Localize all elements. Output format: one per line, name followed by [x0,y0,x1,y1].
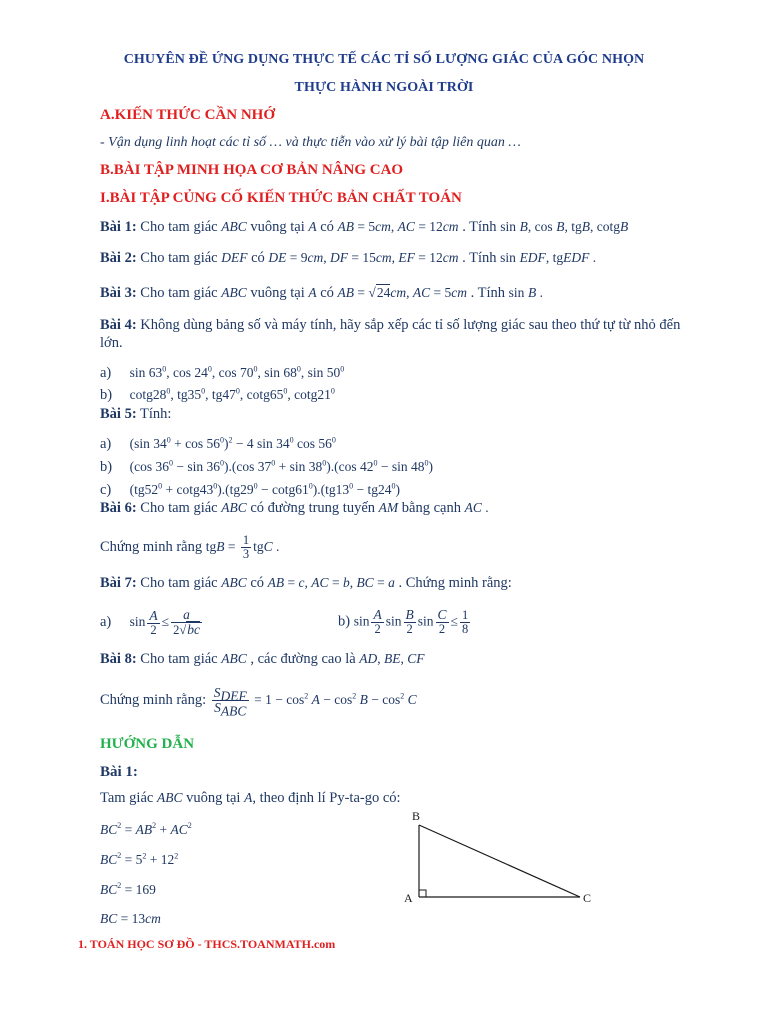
guide-exercise-1-intro: Tam giác ABC vuông tại A, theo định lí Py-ta-go có: [100,790,401,806]
page-number: 1. [78,937,87,951]
exercise-3-label: Bài 3: [100,285,137,301]
exercise-6: Bài 6: Cho tam giác ABC có đường trung tuyến AM bằng cạnh AC . [100,500,489,516]
exercise-4a: a) $\sin 63^0$, $\cos 24^0$, $\cos 70^0$, $\sin 68^0$, $\sin 50^0$ [100,364,345,381]
exercise-7: Bài 7: Cho tam giác ABC có AB = c, AC = b, BC = a . Chứng minh rằng: [100,575,512,591]
footer-text: TOÁN HỌC SƠ ĐỒ - THCS.TOANMATH.com [89,937,336,951]
exercise-1-label: Bài 1: [100,219,137,235]
exercise-4-cont: lớn. [100,335,123,351]
guide-step-4: BC = 13cm [100,911,161,926]
page-footer [78,937,335,952]
section-a-note: - Vận dụng linh hoạt các tỉ số … và thực tiễn vào xử lý bài tập liên quan … [100,135,521,150]
guide-step-1: $BC^2 = AB^2 + AC^2$ [100,821,192,837]
section-b-heading: B.BÀI TẬP MINH HỌA CƠ BẢN NÂNG CAO [100,162,404,178]
exercise-5c: c) $(tg52^0 + \cot g43^0).(tg29^0 - \cot g61^0).(tg13^0 - tg24^0)$ [100,481,400,498]
exercise-5b: b) (cos $36^0 - \sin 36^0).(\cos$ $37^0 + \sin 38^0).(\cos$ $42^0 - \sin 48^0$) [100,458,433,475]
exercise-1: Bài 1: Cho tam giác ABC vuông tại A có AB = 5cm, AC = 12cm . Tính sin B, cos B, tgB, cotgB [100,219,629,235]
guide-step-3: $BC^2 = 169$ [100,881,156,897]
exercise-4-label: Bài 4: [100,317,137,333]
section-a-heading: A.KIẾN THỨC CẦN NHỚ [100,107,276,123]
exercise-8-prove: Chứng minh rằng: $\frac{S_{DEF}}{S_{ABC}}$ = $1 - \cos^2 A - \cos^2 B - \cos^2 C$ [100,685,417,719]
vertex-c-label: C [583,891,592,905]
exercise-6-label: Bài 6: [100,500,137,516]
vertex-b-label: B [412,809,421,823]
guide-exercise-1-label: Bài 1: [100,764,138,780]
exercise-8: Bài 8: Cho tam giác ABC , các đường cao là AD, BE, CF [100,651,425,667]
exercise-4: Bài 4: Không dùng bảng số và máy tính, hãy sắp xếp các tỉ số lượng giác sau theo thứ tự từ nhỏ đến [100,317,681,333]
exercise-5-label: Bài 5: [100,406,137,422]
exercise-2: Bài 2: Cho tam giác DEF có DE = 9cm, DF = 15cm, EF = 12cm . Tính sin EDF, tgEDF . [100,250,597,266]
exercise-7-label: Bài 7: [100,575,137,591]
section-i-heading: I.BÀI TẬP CỦNG CỐ KIẾN THỨC BẢN CHẤT TOÁN [100,190,462,206]
exercise-6-prove: Chứng minh rằng tgB = $\frac{1}{3}$ tgC . [100,533,280,562]
title-line-1: CHUYÊN ĐỀ ỨNG DỤNG THỰC TẾ CÁC TỈ SỐ LƯỢNG GIÁC CỦA GÓC NHỌN [123,52,645,67]
exercise-2-label: Bài 2: [100,250,137,266]
exercise-3: Bài 3: Cho tam giác ABC vuông tại A có AB = √24cm, AC = 5cm . Tính sin B . [100,285,543,301]
title-line-2: THỰC HÀNH NGOÀI TRỜI [294,80,474,95]
right-triangle-diagram [400,805,600,910]
guide-heading: HƯỚNG DẪN [100,736,195,752]
exercise-7a: a) sin $\frac{A}{2}$ ≤ $\frac{a}{2√bc}$ [100,607,200,638]
exercise-8-label: Bài 8: [100,651,137,667]
exercise-5: Bài 5: Tính: [100,406,172,422]
exercise-4b: b) $\cot g28^0$, $tg35^0$, $tg47^0$, $\cot g65^0$, $\cot g21^0$ [100,386,335,403]
exercise-5a: a) (sin $34^0 + \cos 56^0)^2 - 4$ $\sin 34^0$ $\cos 56^0$ [100,435,336,452]
vertex-a-label: A [404,891,413,905]
exercise-7b: b) sin $\frac{A}{2}$ sin $\frac{B}{2}$ sin $\frac{C}{2}$ ≤ $\frac{1}{8}$ [338,607,469,637]
guide-step-2: $BC^2 = 5^2 + 12^2$ [100,851,179,867]
